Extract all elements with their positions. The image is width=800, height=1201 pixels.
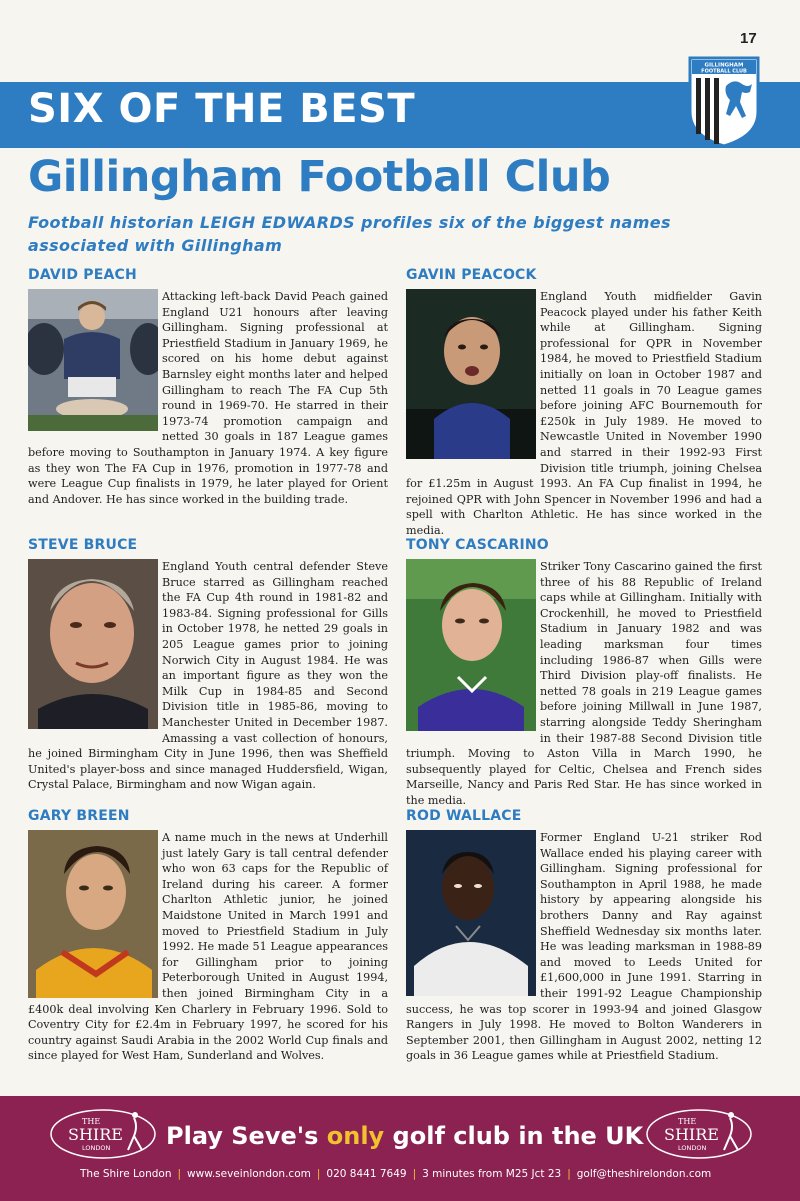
profile-name: GARY BREEN [28,808,130,824]
slogan-part: golf club in the UK [384,1122,644,1150]
profile-text: A name much in the news at Underhill just lately Gary is tall central defender who won 63 caps for the Republic of Ireland during his career. A former Charlton Athletic junior, he joined Maidstone United in March 1991 and moved to Priestfield Stadium in July 1992. He made 51 League appearances for Gillingham prior to joining Peterborough United in August 1994, then joined Birmingham City in a £400k deal involving Ken Charlery in February 1996. Sold to Coventry City for £2.4m in February 1997, he scored for his country against Saudi Arabia in the 2002 World Cup finals and since played for West Ham, Sunderland and Wolves. [28,831,388,1063]
the-shire-logo-right [644,1106,754,1162]
profile-name: TONY CASCARINO [406,537,549,553]
profile-text: Former England U-21 striker Rod Wallace ended his playing career with Gillingham. Signing professional for Southampton in April 1988, he made history by appearing alongside his brothers Danny and Ray against Sheffield Wednesday six months later. He was leading marksman in 1988-89 and moved to Leeds United for £1,600,000 in June 1991. Starring in their 1991-92 League Championship success, he was top scorer in 1993-94 and joined Glasgow Rangers in July 1998. He moved to Bolton Wanderers in September 2001, then Gillingham in August 2002, netting 12 goals in 36 League games while at Priestfield Stadium. [406,831,762,1063]
slogan-accent: only [326,1122,385,1150]
player-photo [406,830,536,996]
slogan-part: Play Seve's [166,1122,327,1150]
profile-name: ROD WALLACE [406,808,522,824]
svg-text:GILLINGHAM: GILLINGHAM [704,62,744,69]
contact-directions: 3 minutes from M25 Jct 23 [422,1168,562,1180]
advert-slogan [166,1122,643,1150]
profile-text: England Youth central defender Steve Bruce starred as Gillingham reached the FA Cup 4th round in 1981-82 and 1983-84. Signing professional for Gills in October 1978, he netted 29 goals in 205 League games prior to joining Norwich City in August 1984. He was an important figure as they won the Milk Cup in 1984-85 and Second Division title in 1985-86, moving to Manchester United in December 1987. Amassing a vast collection of honours, he joined Birmingham City in June 1996, then was Sheffield United's player-boss and since managed Huddersfield, Wigan, Crystal Palace, Birmingham and now Wigan again. [28,560,388,792]
contact-website[interactable]: www.seveinlondon.com [187,1168,311,1180]
section-banner [0,82,800,148]
section-title: SIX OF THE BEST [28,86,416,132]
page-headline: Gillingham Football Club [28,152,611,202]
profile-text: England Youth midfielder Gavin Peacock played under his father Keith while at Gillingham. Signing professional for QPR in November 1984, he moved to Priestfield Stadium initially on loan in October 1987 and netted 11 goals in 70 League games before joining AFC Bournemouth for £250k in July 1989. He moved to Newcastle United in November 1990 and starred in their 1992-93 First Division title triumph, joining Chelsea for £1.25m in August 1993. An FA Cup finalist in 1994, he rejoined QPR with John Spencer in November 1996 and had a spell with Charlton Athletic. He has since worked in the media. [406,290,762,537]
logo-the: THE [82,1117,101,1126]
logo-london: LONDON [82,1144,111,1152]
club-crest [688,56,760,148]
player-photo [406,289,536,459]
player-photo [406,559,536,731]
profile-name: DAVID PEACH [28,267,137,283]
profile-text: Attacking left-back David Peach gained England U21 honours after leaving Gillingham. Signing professional at Priestfield Stadium in January 1969, he scored on his home debut against Barnsley eight months later and helped Gillingham to reach The FA Cup 5th round in 1969-70. He starred in their 1973-74 promotion campaign and netted 30 goals in 187 League games before moving to Southampton in January 1974. A key figure as they won The FA Cup in 1976, promotion in 1977-78 and were League Cup finalists in 1979, he later played for Orient and Andover. He has since worked in the building trade. [28,290,388,506]
the-shire-logo-left [48,1106,158,1162]
player-photo [28,559,158,729]
profile-rod-wallace [406,809,762,1064]
profile-gary-breen [28,809,388,1064]
advert-contact-line: The Shire London | www.seveinlondon.com | 020 8441 7649 | 3 minutes from M25 Jct 23 | golf@theshirelondon.com [80,1168,712,1180]
profile-name: STEVE BRUCE [28,537,138,553]
standfirst: Football historian LEIGH EDWARDS profiles six of the biggest names associated with Gillingham [28,213,671,255]
contact-venue: The Shire London [80,1168,172,1180]
logo-shire: SHIRE [664,1125,719,1144]
contact-phone: 020 8441 7649 [326,1168,407,1180]
profile-gavin-peacock [406,268,762,539]
profile-tony-cascarino [406,538,762,809]
advert-banner [0,1096,800,1201]
player-photo [28,830,158,998]
logo-shire: SHIRE [68,1125,123,1144]
contact-email[interactable]: golf@theshirelondon.com [576,1168,712,1180]
player-photo [28,289,158,431]
profile-name: GAVIN PEACOCK [406,267,537,283]
logo-london: LONDON [678,1144,707,1152]
profile-text: Striker Tony Cascarino gained the first three of his 88 Republic of Ireland caps while at Gillingham. Initially with Crockenhill, he moved to Priestfield Stadium in January 1982 and was leading marksman four times including 1986-87 when Gills were Third Division play-off finalists. He netted 78 goals in 219 League games before joining Millwall in June 1987, starring alongside Teddy Sheringham in their 1987-88 Second Division title triumph. Moving to Aston Villa in March 1990, he subsequently played for Celtic, Chelsea and French sides Marseille, Nancy and Paris Red Star. He has since worked in the media. [406,560,762,807]
profile-steve-bruce [28,538,388,793]
svg-text:FOOTBALL CLUB: FOOTBALL CLUB [701,68,747,75]
logo-the: THE [678,1117,697,1126]
profile-david-peach [28,268,388,507]
page-number: 17 [740,30,757,47]
